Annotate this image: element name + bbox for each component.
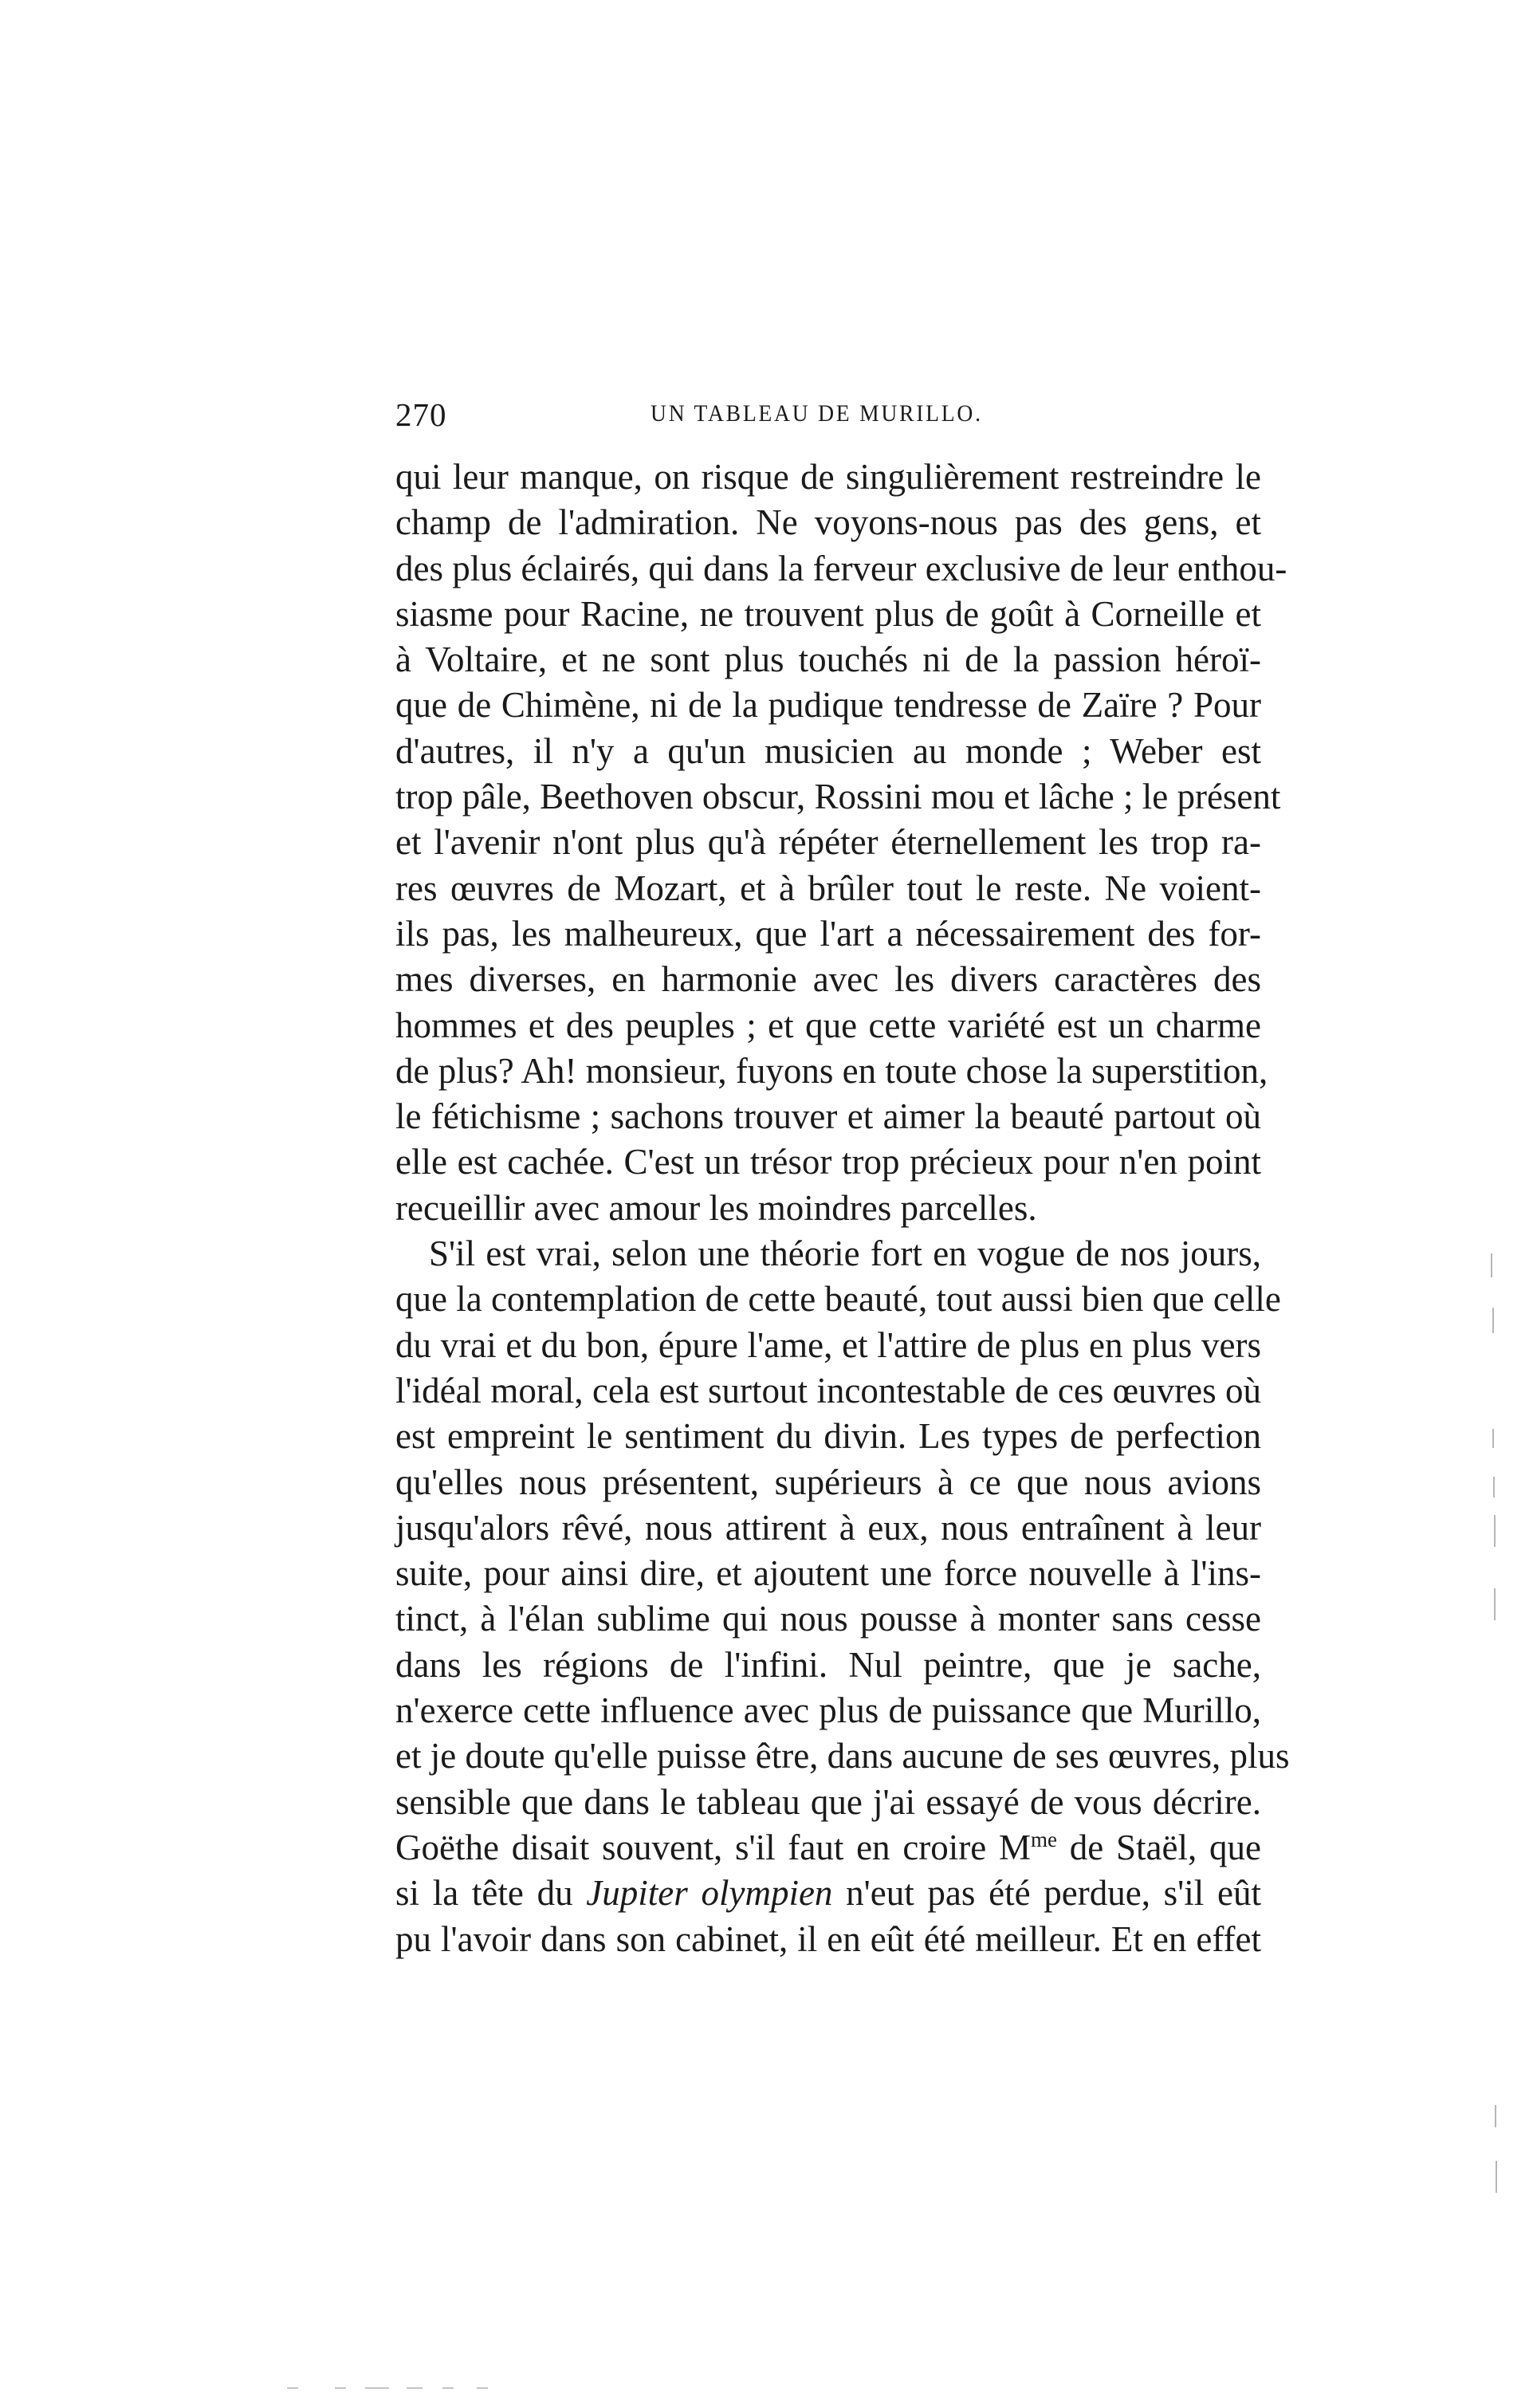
- text-line: et l'avenir n'ont plus qu'à répéter éternellement les trop ra-: [395, 822, 1261, 863]
- text-line: jusqu'alors rêvé, nous attirent à eux, nous entraînent à leur: [395, 1507, 1261, 1548]
- text-line: suite, pour ainsi dire, et ajoutent une force nouvelle à l'ins-: [395, 1553, 1261, 1594]
- text-line: mes diverses, en harmonie avec les divers caractères des: [395, 959, 1261, 1000]
- scan-speck: [477, 2387, 488, 2389]
- text-line: l'idéal moral, cela est surtout incontestable de ces œuvres où: [395, 1370, 1261, 1411]
- scan-mark: [1494, 1588, 1496, 1620]
- text-line: et je doute qu'elle puisse être, dans aucune de ses œuvres, plus: [395, 1736, 1290, 1776]
- text-line: siasme pour Racine, ne trouvent plus de goût à Corneille et: [395, 593, 1261, 634]
- scan-speck: [365, 2387, 389, 2389]
- paragraph-1: [395, 454, 1287, 1231]
- text-line: ils pas, les malheureux, que l'art a nécessairement des for-: [395, 913, 1261, 954]
- page-number: 270: [395, 396, 447, 433]
- text-line: sensible que dans le tableau que j'ai essayé de vous décrire.: [395, 1781, 1261, 1822]
- text-line: res œuvres de Mozart, et à brûler tout le reste. Ne voient-: [395, 868, 1261, 908]
- text-line: du vrai et du bon, épure l'ame, et l'attire de plus en plus vers: [395, 1324, 1261, 1365]
- text-line: elle est cachée. C'est un trésor trop précieux pour n'en point: [395, 1142, 1261, 1182]
- text-line: d'autres, il n'y a qu'un musicien au monde ; Weber est: [395, 730, 1261, 771]
- scan-speck: [407, 2387, 423, 2389]
- running-title: UN TABLEAU DE MURILLO.: [651, 400, 983, 427]
- text-line-goethe: [395, 1825, 1261, 1871]
- text-line: pu l'avoir dans son cabinet, il en eût été meilleur. Et en effet: [395, 1918, 1261, 1959]
- text-line: que la contemplation de cette beauté, tout aussi bien que celle: [395, 1279, 1281, 1320]
- scan-mark: [1492, 1429, 1494, 1448]
- scan-mark: [1496, 2161, 1497, 2193]
- text-line: tinct, à l'élan sublime qui nous pousse à monter sans cesse: [395, 1599, 1261, 1639]
- text-line: trop pâle, Beethoven obscur, Rossini mou et lâche ; le présent: [395, 777, 1281, 817]
- text-line: n'exerce cette influence avec plus de puissance que Murillo,: [395, 1690, 1261, 1731]
- text-fragment: n'eut pas été perdue, s'il eût: [832, 1873, 1261, 1914]
- scan-mark: [1492, 1308, 1494, 1333]
- scan-mark: [1494, 1515, 1496, 1547]
- text-line: le fétichisme ; sachons trouver et aimer la beauté partout où: [395, 1096, 1261, 1137]
- text-line: champ de l'admiration. Ne voyons-nous pas des gens, et: [395, 502, 1261, 543]
- italic-title: Jupiter olympien: [586, 1873, 833, 1914]
- body-text: [395, 454, 1290, 1962]
- superscript-me: me: [1031, 1827, 1058, 1851]
- text-fragment: de Staël, que: [1057, 1827, 1261, 1867]
- scan-speck: [442, 2387, 454, 2389]
- text-fragment: si la tête du: [395, 1873, 587, 1914]
- text-line: hommes et des peuples ; et que cette variété est un charme: [395, 1005, 1261, 1045]
- text-line-jupiter: [395, 1871, 1261, 1916]
- text-line: qu'elles nous présentent, supérieurs à ce que nous avions: [395, 1462, 1261, 1502]
- scan-mark: [1491, 1253, 1492, 1277]
- paragraph-2: [395, 1231, 1290, 1962]
- text-fragment: Goëthe disait souvent, s'il faut en croire M: [395, 1827, 1032, 1867]
- text-line: qui leur manque, on risque de singulièrement restreindre le: [395, 457, 1261, 497]
- text-line: de plus? Ah! monsieur, fuyons en toute chose la superstition,: [395, 1050, 1268, 1091]
- text-line: S'il est vrai, selon une théorie fort en vogue de nos jours,: [429, 1234, 1261, 1274]
- scan-speck: [287, 2387, 298, 2389]
- scan-mark: [1495, 2105, 1496, 2127]
- text-line: des plus éclairés, qui dans la ferveur exclusive de leur enthou-: [395, 548, 1287, 588]
- text-line: recueillir avec amour les moindres parcelles.: [395, 1187, 1037, 1228]
- text-line: dans les régions de l'infini. Nul peintre, que je sache,: [395, 1644, 1261, 1685]
- text-line: est empreint le sentiment du divin. Les types de perfection: [395, 1416, 1261, 1457]
- scan-speck: [335, 2387, 346, 2389]
- running-header: [395, 395, 1272, 443]
- scan-mark: [1493, 1477, 1495, 1497]
- text-line: à Voltaire, et ne sont plus touchés ni de la passion héroï-: [395, 639, 1261, 680]
- text-line: que de Chimène, ni de la pudique tendresse de Zaïre ? Pour: [395, 685, 1261, 726]
